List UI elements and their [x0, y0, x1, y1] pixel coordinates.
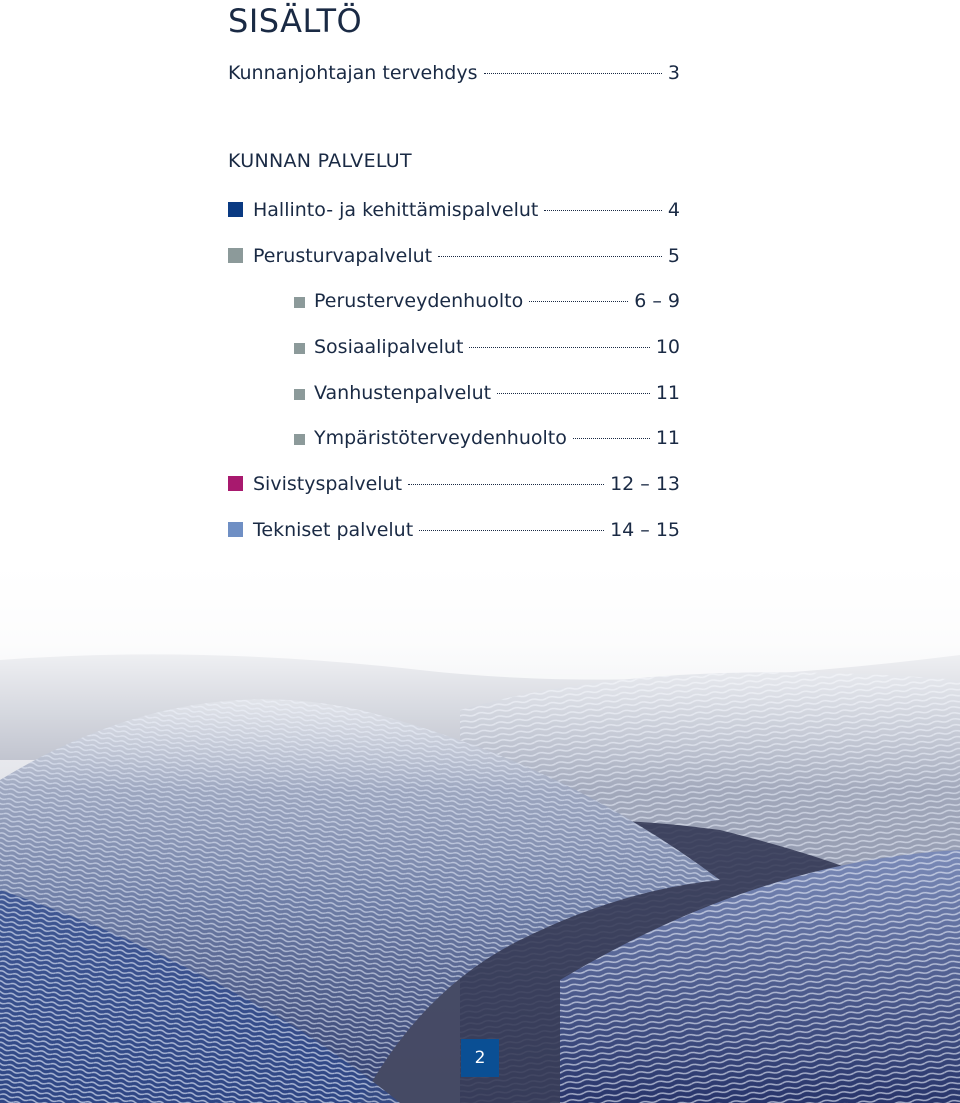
toc-entry [228, 473, 680, 495]
square-bullet-icon [228, 476, 243, 491]
square-bullet-icon [294, 343, 305, 354]
toc-entry-label: Sosiaalipalvelut [314, 336, 464, 358]
page-number: 2 [461, 1039, 499, 1077]
toc-entry-label: Hallinto- ja kehittämispalvelut [253, 199, 539, 221]
dot-leader [529, 301, 628, 302]
toc-subentry [294, 336, 680, 358]
dot-leader [419, 530, 604, 531]
toc-entry-page: 11 [655, 382, 680, 404]
square-bullet-icon [294, 434, 305, 445]
dot-leader [469, 347, 649, 348]
toc-entry-intro [228, 62, 680, 84]
dot-leader [573, 438, 650, 439]
square-bullet-icon [294, 389, 305, 400]
section-heading: KUNNAN PALVELUT [228, 150, 412, 172]
toc-entry-label: Perusturvapalvelut [253, 245, 433, 267]
dot-leader [408, 484, 604, 485]
toc-subentry [294, 427, 680, 449]
toc-entry-page: 5 [667, 245, 680, 267]
toc-entry [228, 199, 680, 221]
toc-entry [228, 245, 680, 267]
toc-entry-label: Perusterveydenhuolto [314, 290, 524, 312]
toc-entry-page: 3 [667, 62, 680, 84]
dot-leader [484, 73, 662, 74]
square-bullet-icon [228, 248, 243, 263]
toc-entry-label: Tekniset palvelut [253, 519, 414, 541]
toc-entry-label: Vanhustenpalvelut [314, 382, 492, 404]
square-bullet-icon [294, 297, 305, 308]
toc-entry-page: 11 [655, 427, 680, 449]
photo-fade [0, 560, 960, 790]
toc-entry-label: Kunnanjohtajan tervehdys [228, 62, 478, 84]
toc-entry-page: 6 – 9 [634, 290, 680, 312]
toc-entry-page: 10 [655, 336, 680, 358]
toc-entry [228, 519, 680, 541]
toc-entry-label: Ympäristöterveydenhuolto [314, 427, 567, 449]
dot-leader [438, 256, 662, 257]
landscape-photo [0, 560, 960, 1103]
dot-leader [497, 393, 650, 394]
page-title: SISÄLTÖ [228, 2, 363, 40]
toc-entry-page: 4 [667, 199, 680, 221]
toc-entry-page: 12 – 13 [610, 473, 680, 495]
toc-entry-label: Sivistyspalvelut [253, 473, 403, 495]
dot-leader [544, 210, 662, 211]
square-bullet-icon [228, 202, 243, 217]
square-bullet-icon [228, 522, 243, 537]
toc-entry-page: 14 – 15 [610, 519, 680, 541]
toc-subentry [294, 382, 680, 404]
toc-subentry [294, 290, 680, 312]
